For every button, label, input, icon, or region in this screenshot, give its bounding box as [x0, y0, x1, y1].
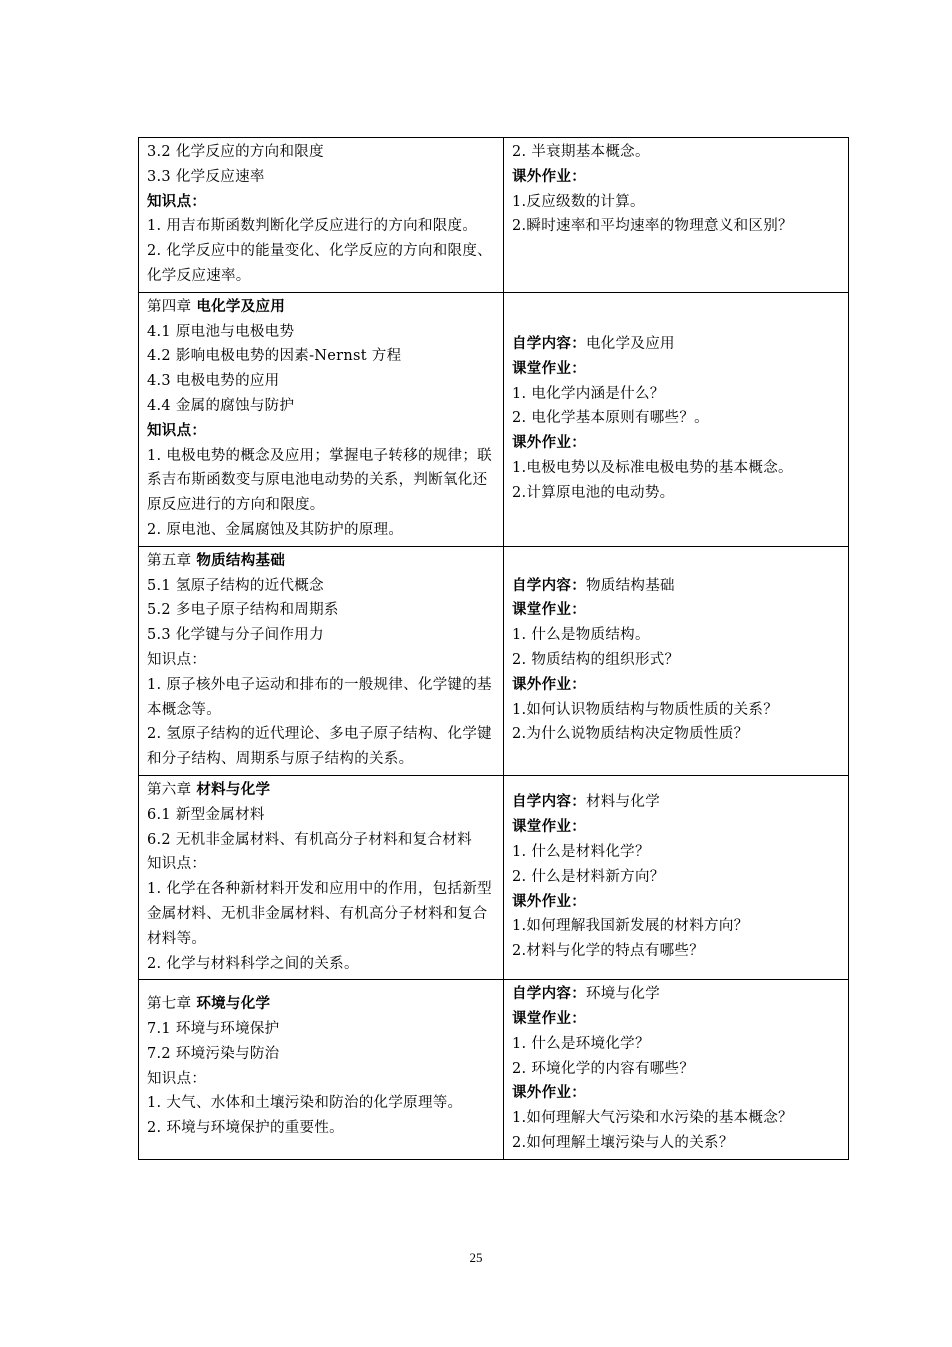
chapter-content-cell	[139, 546, 504, 775]
chapter-title: 材料与化学	[196, 780, 271, 798]
content-line: 4.3 电极电势的应用	[147, 373, 280, 390]
content-line: 4.2 影响电极电势的因素-Nernst 方程	[147, 348, 402, 365]
chapter-number: 第七章	[147, 996, 192, 1013]
self-study-value: 电化学及应用	[586, 335, 675, 352]
content-line: 3.2 化学反应的方向和限度	[147, 144, 324, 160]
assignment-cell	[504, 292, 849, 546]
homework-item: 1. 什么是环境化学？	[512, 1035, 650, 1052]
chapter-number: 第四章	[147, 298, 192, 315]
chapter-content-cell	[139, 138, 504, 293]
self-study-value: 环境与化学	[586, 986, 660, 1003]
content-line: 5.1 氢原子结构的近代概念	[147, 577, 324, 594]
homework-item: 2.为什么说物质结构决定物质性质？	[512, 726, 749, 743]
homework-heading: 课堂作业：	[512, 1010, 586, 1028]
homework-item: 2. 什么是材料新方向？	[512, 868, 665, 885]
content-line: 知识点：	[147, 856, 207, 873]
content-line: 1. 原子核外电子运动和排布的一般规律、化学键的基本概念等。	[147, 676, 492, 718]
chapter-heading	[147, 295, 495, 320]
content-line: 2. 化学与材料科学之间的关系。	[147, 955, 359, 972]
chapter-content-cell	[139, 775, 504, 979]
homework-heading: 课堂作业：	[512, 359, 586, 377]
assignment-cell	[504, 138, 849, 293]
self-study-line	[512, 332, 840, 357]
homework-item: 1.如何理解我国新发展的材料方向？	[512, 918, 749, 935]
content-line: 1. 化学在各种新材料开发和应用中的作用，包括新型金属材料、无机非金属材料、有机高分子材料和复合材料等。	[147, 881, 492, 947]
content-line: 3.3 化学反应速率	[147, 168, 265, 185]
table-row	[139, 292, 849, 546]
self-study-line	[512, 982, 840, 1007]
homework-heading: 课外作业：	[512, 892, 586, 910]
homework-item: 2.瞬时速率和平均速率的物理意义和区别？	[512, 218, 793, 235]
homework-heading: 课外作业：	[512, 675, 586, 693]
content-line: 1. 电极电势的概念及应用；掌握电子转移的规律；联系吉布斯函数变与原电池电动势的关系，判断氧化还原反应进行的方向和限度。	[147, 447, 492, 514]
content-line: 2. 原电池、金属腐蚀及其防护的原理。	[147, 521, 404, 538]
content-line: 7.2 环境污染与防治	[147, 1045, 280, 1062]
content-line: 2. 化学反应中的能量变化、化学反应的方向和限度、化学反应速率。	[147, 243, 492, 284]
content-line: 2. 环境与环境保护的重要性。	[147, 1120, 344, 1137]
self-study-label: 自学内容：	[512, 985, 586, 1003]
homework-item: 1.如何理解大气污染和水污染的基本概念？	[512, 1110, 793, 1127]
self-study-value: 物质结构基础	[586, 577, 675, 594]
self-study-line	[512, 574, 840, 599]
homework-heading: 课堂作业：	[512, 818, 586, 836]
syllabus-table	[138, 137, 849, 1160]
homework-item: 1.电极电势以及标准电极电势的基本概念。	[512, 459, 793, 476]
chapter-number: 第六章	[147, 781, 192, 798]
assignment-cell	[504, 980, 849, 1160]
knowledge-points-heading: 知识点：	[147, 421, 207, 439]
table-row	[139, 775, 849, 979]
homework-heading: 课外作业：	[512, 434, 586, 452]
knowledge-points-heading: 知识点：	[147, 192, 207, 210]
content-line: 6.2 无机非金属材料、有机高分子材料和复合材料	[147, 831, 472, 848]
homework-heading: 课堂作业：	[512, 601, 586, 619]
self-study-label: 自学内容：	[512, 334, 586, 352]
page-number: 25	[469, 1250, 483, 1265]
content-line: 6.1 新型金属材料	[147, 806, 265, 823]
table-row	[139, 138, 849, 293]
homework-item: 1. 什么是材料化学？	[512, 843, 650, 860]
homework-item: 2. 半衰期基本概念。	[512, 144, 650, 160]
content-line: 4.4 金属的腐蚀与防护	[147, 397, 295, 414]
assignment-cell	[504, 546, 849, 775]
homework-item: 2. 环境化学的内容有哪些？	[512, 1060, 695, 1077]
homework-item: 2. 电化学基本原则有哪些？。	[512, 410, 709, 427]
homework-item: 1. 什么是物质结构。	[512, 627, 650, 644]
homework-item: 2. 物质结构的组织形式？	[512, 651, 680, 668]
homework-heading: 课外作业：	[512, 1084, 586, 1102]
chapter-number: 第五章	[147, 552, 192, 569]
homework-item: 2.材料与化学的特点有哪些？	[512, 943, 705, 960]
self-study-label: 自学内容：	[512, 576, 586, 594]
homework-item: 2.计算原电池的电动势。	[512, 484, 675, 501]
homework-item: 1.反应级数的计算。	[512, 193, 645, 210]
chapter-content-cell	[139, 292, 504, 546]
chapter-title: 环境与化学	[196, 995, 271, 1013]
homework-item: 2.如何理解土壤污染与人的关系？	[512, 1135, 734, 1152]
homework-item: 1. 电化学内涵是什么？	[512, 385, 665, 402]
content-line: 4.1 原电池与电极电势	[147, 323, 295, 340]
self-study-line	[512, 790, 840, 815]
content-line: 知识点：	[147, 651, 207, 668]
chapter-heading	[147, 778, 495, 803]
table-row	[139, 546, 849, 775]
self-study-value: 材料与化学	[586, 794, 660, 811]
content-line: 1. 大气、水体和土壤污染和防治的化学原理等。	[147, 1095, 463, 1112]
content-line: 1. 用吉布斯函数判断化学反应进行的方向和限度。	[147, 218, 478, 235]
chapter-heading	[147, 992, 495, 1017]
chapter-title: 物质结构基础	[196, 551, 286, 569]
content-line: 7.1 环境与环境保护	[147, 1021, 280, 1038]
content-line: 5.3 化学键与分子间作用力	[147, 627, 324, 644]
self-study-label: 自学内容：	[512, 793, 586, 811]
chapter-heading	[147, 549, 495, 574]
homework-item: 1.如何认识物质结构与物质性质的关系？	[512, 701, 779, 718]
assignment-cell	[504, 775, 849, 979]
homework-heading: 课外作业：	[512, 167, 586, 185]
chapter-content-cell	[139, 980, 504, 1160]
content-line: 知识点：	[147, 1070, 207, 1087]
table-row	[139, 980, 849, 1160]
content-line: 2. 氢原子结构的近代理论、多电子原子结构、化学键和分子结构、周期系与原子结构的关系。	[147, 726, 492, 768]
chapter-title: 电化学及应用	[196, 297, 286, 315]
content-line: 5.2 多电子原子结构和周期系	[147, 602, 339, 619]
